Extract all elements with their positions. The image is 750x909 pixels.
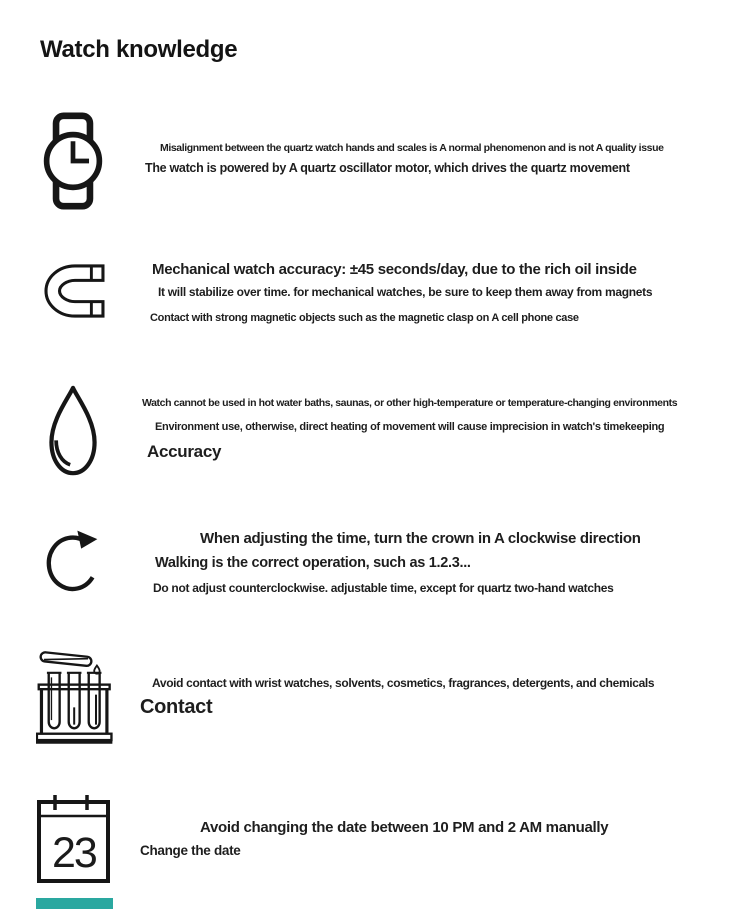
date-sub-heading: Change the date [140, 843, 241, 858]
wristwatch-icon [42, 112, 104, 210]
magnet-headline: Mechanical watch accuracy: ±45 seconds/day, due to the rich oil inside [152, 261, 637, 278]
water-drop-icon [43, 382, 103, 480]
contact-heading: Contact [140, 696, 213, 718]
accuracy-heading: Accuracy [147, 442, 222, 461]
temperature-sub-text: Environment use, otherwise, direct heating of movement will cause imprecision in watch's timekeeping [155, 421, 665, 433]
crown-sub-text: Walking is the correct operation, such as 1.2.3... [155, 555, 471, 571]
crown-headline: When adjusting the time, turn the crown in A clockwise direction [200, 530, 641, 547]
quartz-caption: Misalignment between the quartz watch hands and scales is A normal phenomenon and is not A quality issue [160, 142, 664, 154]
calendar-day-number: 23 [52, 829, 96, 877]
quartz-main-text: The watch is powered by A quartz oscillator motor, which drives the quartz movement [145, 161, 630, 175]
temperature-caption: Watch cannot be used in hot water baths, saunas, or other high-temperature or temperature-changing environments [142, 397, 678, 409]
date-headline: Avoid changing the date between 10 PM and 2 AM manually [200, 819, 609, 836]
magnet-sub-text: It will stabilize over time. for mechanical watches, be sure to keep them away from magnets [158, 285, 653, 299]
magnet-icon [42, 263, 106, 319]
teal-divider-bar [36, 898, 113, 909]
crown-caption: Do not adjust counterclockwise. adjustable time, except for quartz two-hand watches [153, 581, 614, 595]
calendar-icon [37, 795, 110, 883]
magnet-caption: Contact with strong magnetic objects such as the magnetic clasp on A cell phone case [150, 312, 579, 324]
test-tubes-icon [36, 646, 116, 746]
clockwise-arrow-icon [45, 527, 104, 597]
contact-caption: Avoid contact with wrist watches, solvents, cosmetics, fragrances, detergents, and chemicals [152, 676, 655, 690]
page-title: Watch knowledge [40, 36, 238, 63]
